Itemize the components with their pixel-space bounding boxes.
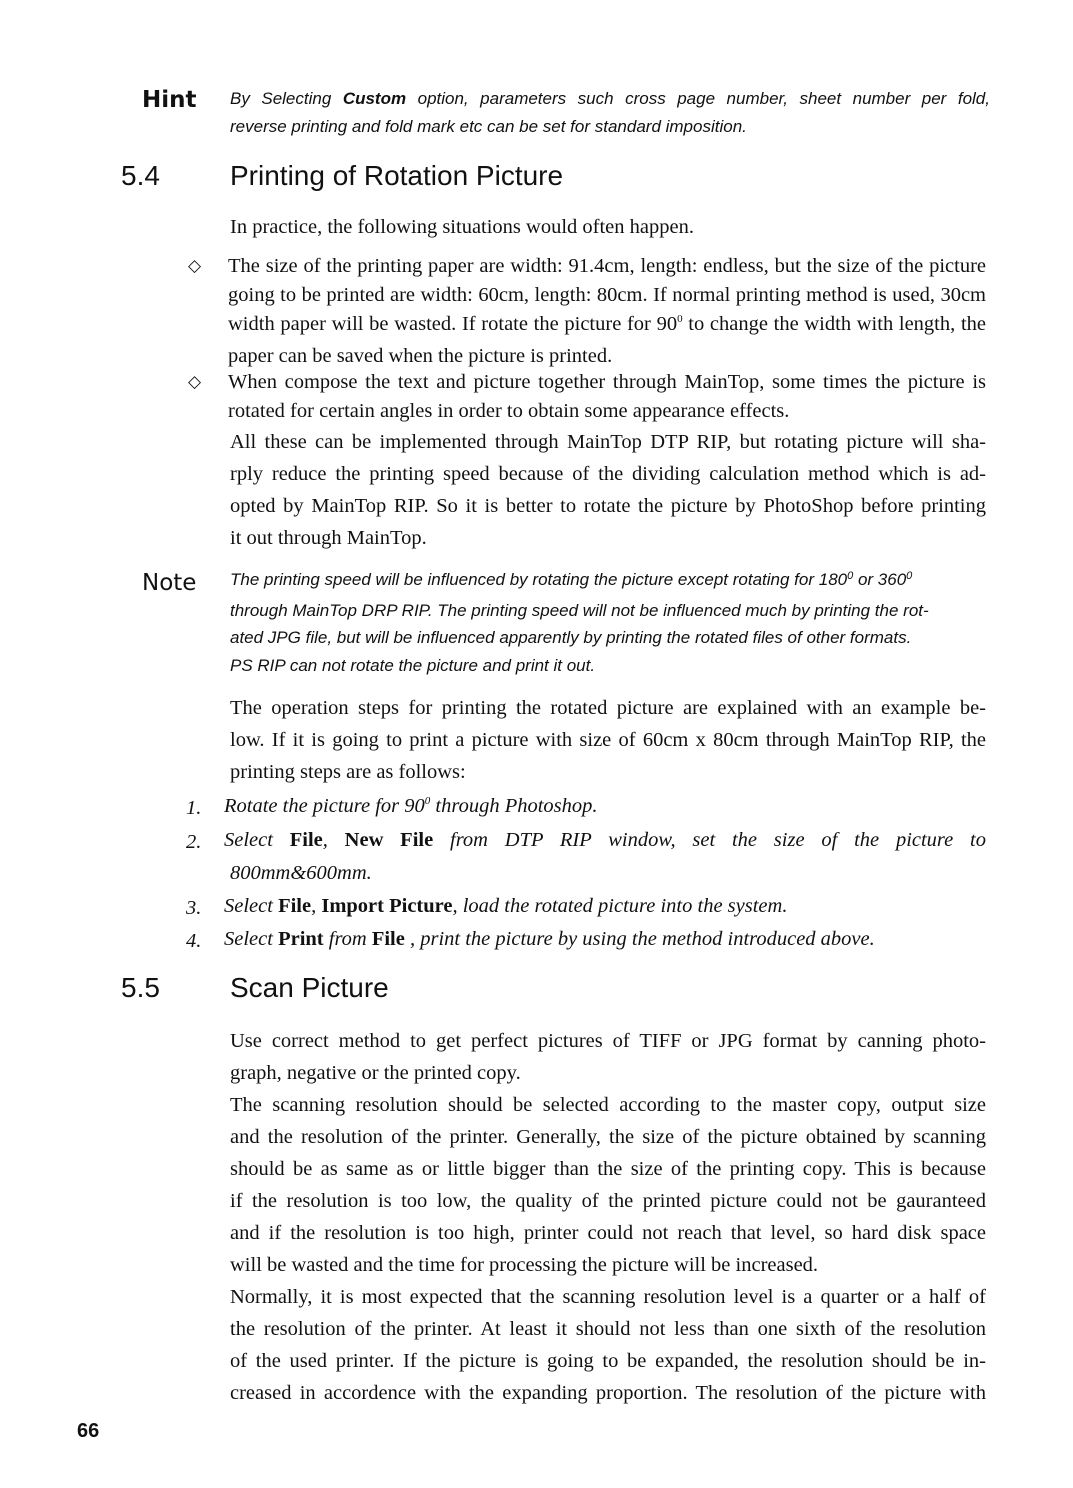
bullet-2-text: When compose the text and picture together through MainTop, some times the picture is rotated for certain angles in order to obtain some appearance effects.	[228, 371, 986, 422]
step-1-number: 1.	[186, 797, 202, 819]
section-5-5-title: Scan Picture	[230, 972, 389, 1003]
hint-custom-keyword: Custom	[342, 89, 407, 108]
note-text: The printing speed will be influenced by rotating the picture except rotating for $180^0$ or $360^0$ through MainTop DRP RIP. The printing speed will not be influenced much by printing the rot- ated JPG file, but will be influenced apparently by printing the rotated files of other formats. PS RIP can not rotate the picture and print it out.	[230, 570, 929, 675]
hint-line-2: reverse printing and fold mark etc can be set for standard imposition.	[230, 116, 747, 136]
step-2-number: 2.	[186, 831, 202, 853]
page-number: 66	[77, 1420, 100, 1442]
diamond-bullet-icon: ◇	[188, 372, 202, 392]
bullet-1-text: The size of the printing paper are width: 91.4cm, length: endless, but the size of the picture going to be printed are width: 60cm, length: 80cm. If normal printing method is used, 30cm width paper will be wasted. If rotate the picture for $90^0$ to change the width with length, the paper can be saved when the picture is printed.	[228, 255, 986, 367]
section-5-5-number: 5.5	[121, 972, 160, 1003]
section-5-4-paragraph: All these can be implemented through MainTop DTP RIP, but rotating picture will sha- rply reduce the printing speed because of the dividing calculation method which is ad- opted by MainTop RIP. So it is better to rotate the picture by PhotoShop before printing it out through MainTop.	[230, 431, 986, 549]
step-2-text: Select File, New File from DTP RIP window, set the size of the picture to	[224, 829, 986, 851]
step-4-number: 4.	[186, 930, 202, 952]
hint-line-1: By Selecting Custom option, parameters such cross page number, sheet number per fold,	[230, 89, 990, 108]
step-3-text: Select File, Import Picture, load the rotated picture into the system.	[224, 895, 788, 917]
diamond-bullet-icon: ◇	[188, 256, 202, 276]
step-2-continuation: 800mm&600mm.	[230, 862, 372, 884]
section-5-4-intro: In practice, the following situations would often happen.	[230, 216, 694, 238]
step-4-text: Select Print from File , print the picture by using the method introduced above.	[224, 928, 875, 950]
hint-label: Hint	[142, 87, 197, 113]
section-5-4-number: 5.4	[121, 160, 160, 191]
hint-text	[230, 85, 990, 140]
note-label: Note	[142, 570, 197, 596]
step-1-text: Rotate the picture for $90^0$ through Photoshop.	[224, 795, 598, 817]
section-5-4-title: Printing of Rotation Picture	[230, 160, 564, 191]
operation-paragraph: The operation steps for printing the rotated picture are explained with an example be- low. If it is going to print a picture with size of 60cm x 80cm through MainTop RIP, the printing steps are as follows:	[230, 697, 986, 783]
step-3-number: 3.	[186, 897, 202, 919]
section-5-5-body: Use correct method to get perfect pictures of TIFF or JPG format by canning photo- graph, negative or the printed copy. The scanning resolution should be selected according to the master copy, output size and the resolution of the printer. Generally, the size of the picture obtained by scanning should be as same as or little bigger than the size of the printing copy. This is because if the resolution is too low, the quality of the printed picture could not be gauranteed and if the resolution is too high, printer could not reach that level, so hard disk space will be wasted and the time for processing the picture will be increased. Normally, it is most expected that the scanning resolution level is a quarter or a half of the resolution of the printer. At least it should not less than one sixth of the resolution of the used printer. If the picture is going to be expanded, the resolution should be in- creased in accordence with the expanding proportion. The resolution of the picture with	[230, 1030, 986, 1404]
